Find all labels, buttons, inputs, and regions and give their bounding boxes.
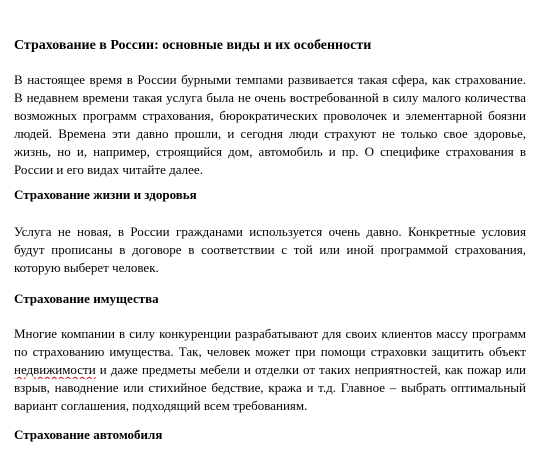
section-paragraph-life-health: [14, 223, 526, 277]
text-line: вариант соглашения, подходящий всем требованиям.: [14, 398, 308, 413]
text-line: Услуга не новая, в России гражданами используется очень давно. Конкретные условия: [14, 224, 526, 239]
text-line: [14, 361, 526, 379]
document-title: Страхование в России: основные виды и их особенности: [14, 38, 372, 53]
document-page: [14, 0, 526, 450]
section-heading-auto: Страхование автомобиля: [14, 427, 163, 442]
text-line: возможных программ страхования, бюрократических проволочек и элементарной боязни: [14, 108, 526, 123]
section-heading-life-health: Страхование жизни и здоровья: [14, 187, 197, 202]
section-heading-property: Страхование имущества: [14, 291, 159, 306]
text-line: людей. Времена эти давно прошли, и сегодня люди страхуют не только свое здоровье,: [14, 126, 526, 141]
text-line: России и его видах читайте далее.: [14, 162, 203, 177]
spellcheck-marked-word: недвижимости: [14, 362, 96, 377]
text-line: будут прописаны в договоре в соответствии с той или иной программой страхования,: [14, 242, 526, 257]
text-line: Многие компании в силу конкуренции разрабатывают для своих клиентов массу программ: [14, 326, 526, 341]
text-line: взрыв, наводнение или стихийное бедствие, кража и т.д. Главное – выбрать оптимальный: [14, 380, 526, 395]
intro-paragraph: [14, 71, 526, 179]
text-line: В недавнем времени такая услуга была не очень востребованной в силу малого количества: [14, 90, 526, 105]
text-line: В настоящее время в России бурными темпами развивается такая сфера, как страхование.: [14, 72, 526, 87]
text-line: по страхованию имущества. Так, человек может при помощи страховки защитить объект: [14, 344, 526, 359]
section-paragraph-property: [14, 325, 526, 415]
text-line-rest: и даже предметы мебели и отделки от таких неприятностей, как пожар или: [99, 362, 526, 377]
text-line: которую выберет человек.: [14, 260, 159, 275]
text-line: жизнь, но и, например, строящийся дом, автомобиль и пр. О специфике страхования в: [14, 144, 526, 159]
